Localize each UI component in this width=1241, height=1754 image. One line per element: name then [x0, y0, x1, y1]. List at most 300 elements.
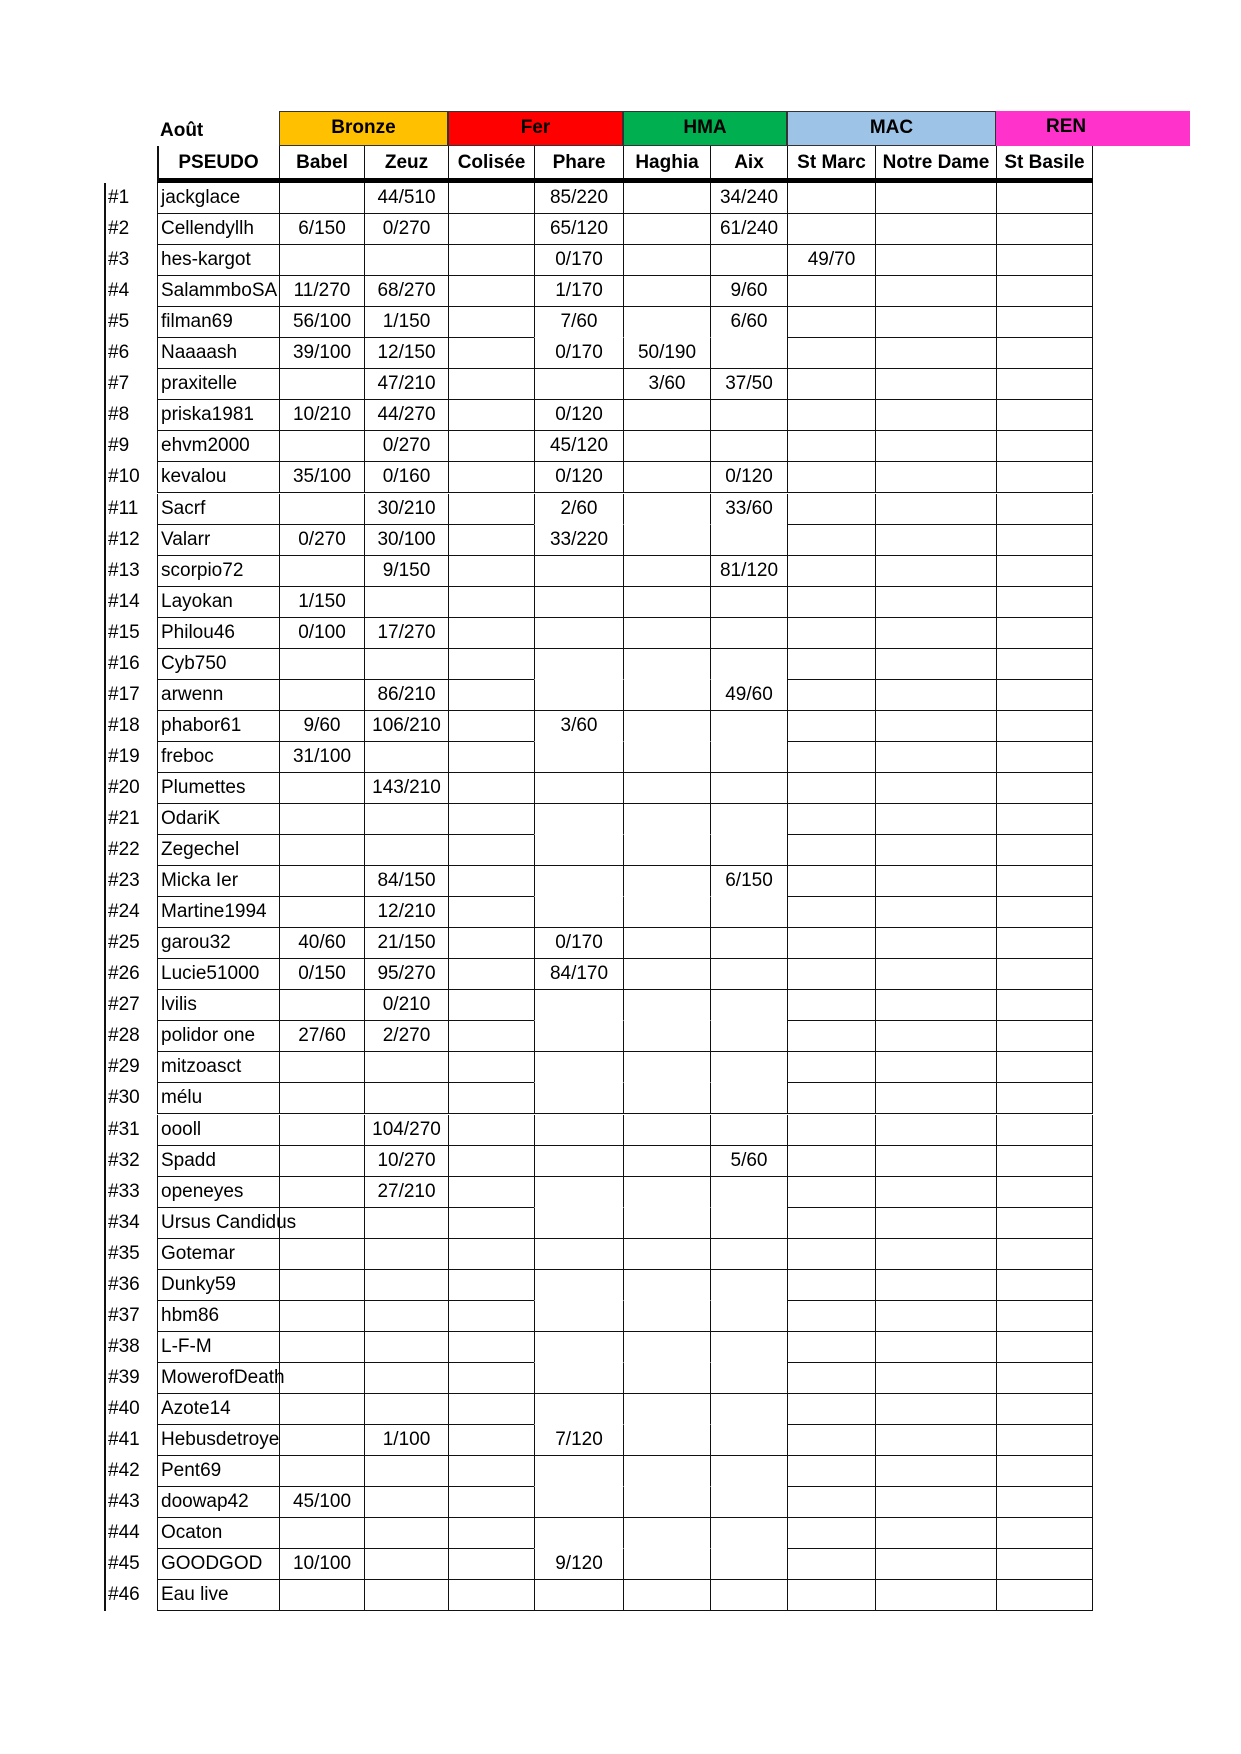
- score-cell-zeuz[interactable]: 1/100: [364, 1425, 448, 1456]
- score-cell-colis-e[interactable]: [448, 1580, 534, 1611]
- score-cell-phare[interactable]: [534, 1580, 623, 1611]
- score-cell-st-marc[interactable]: [787, 1270, 875, 1301]
- score-cell-zeuz[interactable]: [364, 835, 448, 866]
- score-cell-babel[interactable]: 40/60: [279, 928, 364, 959]
- score-cell-phare[interactable]: [534, 773, 623, 804]
- score-cell-colis-e[interactable]: [448, 990, 534, 1021]
- score-cell-haghia[interactable]: [623, 649, 710, 680]
- score-cell-st-marc[interactable]: [787, 1549, 875, 1580]
- score-cell-notre-dame[interactable]: [875, 804, 996, 835]
- score-cell-colis-e[interactable]: [448, 618, 534, 649]
- score-cell-zeuz[interactable]: 30/100: [364, 525, 448, 556]
- score-cell-st-basile[interactable]: [996, 525, 1093, 556]
- score-cell-phare[interactable]: [534, 1052, 623, 1083]
- score-cell-aix[interactable]: [710, 1549, 787, 1580]
- score-cell-babel[interactable]: [279, 1239, 364, 1270]
- score-cell-aix[interactable]: [710, 400, 787, 431]
- score-cell-notre-dame[interactable]: [875, 711, 996, 742]
- score-cell-st-basile[interactable]: [996, 680, 1093, 711]
- score-cell-aix[interactable]: [710, 1021, 787, 1052]
- score-cell-notre-dame[interactable]: [875, 587, 996, 618]
- score-cell-aix[interactable]: 81/120: [710, 556, 787, 587]
- pseudo-cell[interactable]: scorpio72: [157, 556, 279, 587]
- score-cell-haghia[interactable]: [623, 804, 710, 835]
- score-cell-babel[interactable]: [279, 835, 364, 866]
- score-cell-notre-dame[interactable]: [875, 307, 996, 338]
- score-cell-colis-e[interactable]: [448, 369, 534, 400]
- score-cell-haghia[interactable]: [623, 711, 710, 742]
- score-cell-st-basile[interactable]: [996, 711, 1093, 742]
- score-cell-st-marc[interactable]: [787, 1301, 875, 1332]
- score-cell-phare[interactable]: [534, 1208, 623, 1239]
- score-cell-haghia[interactable]: [623, 1239, 710, 1270]
- score-cell-notre-dame[interactable]: [875, 990, 996, 1021]
- score-cell-st-basile[interactable]: [996, 1239, 1093, 1270]
- pseudo-cell[interactable]: Martine1994: [157, 897, 279, 928]
- score-cell-st-marc[interactable]: [787, 494, 875, 525]
- score-cell-phare[interactable]: 3/60: [534, 711, 623, 742]
- pseudo-cell[interactable]: filman69: [157, 307, 279, 338]
- score-cell-haghia[interactable]: [623, 1208, 710, 1239]
- score-cell-zeuz[interactable]: 17/270: [364, 618, 448, 649]
- score-cell-colis-e[interactable]: [448, 649, 534, 680]
- score-cell-st-marc[interactable]: [787, 307, 875, 338]
- score-cell-colis-e[interactable]: [448, 462, 534, 493]
- score-cell-haghia[interactable]: [623, 742, 710, 773]
- pseudo-cell[interactable]: Layokan: [157, 587, 279, 618]
- score-cell-aix[interactable]: 0/120: [710, 462, 787, 493]
- score-cell-st-marc[interactable]: [787, 1425, 875, 1456]
- pseudo-cell[interactable]: praxitelle: [157, 369, 279, 400]
- score-cell-aix[interactable]: 5/60: [710, 1146, 787, 1177]
- score-cell-notre-dame[interactable]: [875, 618, 996, 649]
- score-cell-zeuz[interactable]: 27/210: [364, 1177, 448, 1208]
- score-cell-st-basile[interactable]: [996, 1487, 1093, 1518]
- pseudo-cell[interactable]: arwenn: [157, 680, 279, 711]
- score-cell-aix[interactable]: 61/240: [710, 214, 787, 245]
- score-cell-zeuz[interactable]: [364, 1239, 448, 1270]
- score-cell-phare[interactable]: 7/120: [534, 1425, 623, 1456]
- score-cell-colis-e[interactable]: [448, 1208, 534, 1239]
- pseudo-cell[interactable]: Eau live: [157, 1580, 279, 1611]
- score-cell-st-basile[interactable]: [996, 1394, 1093, 1425]
- score-cell-st-basile[interactable]: [996, 1301, 1093, 1332]
- score-cell-zeuz[interactable]: 0/270: [364, 214, 448, 245]
- score-cell-babel[interactable]: 27/60: [279, 1021, 364, 1052]
- score-cell-babel[interactable]: 0/150: [279, 959, 364, 990]
- score-cell-phare[interactable]: 45/120: [534, 431, 623, 462]
- score-cell-notre-dame[interactable]: [875, 400, 996, 431]
- score-cell-colis-e[interactable]: [448, 928, 534, 959]
- score-cell-babel[interactable]: [279, 1394, 364, 1425]
- score-cell-st-basile[interactable]: [996, 649, 1093, 680]
- score-cell-haghia[interactable]: [623, 400, 710, 431]
- score-cell-zeuz[interactable]: 95/270: [364, 959, 448, 990]
- score-cell-colis-e[interactable]: [448, 1549, 534, 1580]
- pseudo-cell[interactable]: L-F-M: [157, 1332, 279, 1363]
- score-cell-phare[interactable]: [534, 1456, 623, 1487]
- score-cell-st-marc[interactable]: [787, 773, 875, 804]
- score-cell-haghia[interactable]: [623, 1301, 710, 1332]
- pseudo-cell[interactable]: kevalou: [157, 462, 279, 493]
- score-cell-phare[interactable]: [534, 1239, 623, 1270]
- score-cell-haghia[interactable]: [623, 680, 710, 711]
- score-cell-babel[interactable]: [279, 1146, 364, 1177]
- score-cell-haghia[interactable]: 50/190: [623, 338, 710, 369]
- score-cell-babel[interactable]: [279, 804, 364, 835]
- score-cell-st-basile[interactable]: [996, 587, 1093, 618]
- score-cell-aix[interactable]: [710, 1083, 787, 1114]
- score-cell-haghia[interactable]: [623, 1146, 710, 1177]
- score-cell-notre-dame[interactable]: [875, 183, 996, 214]
- score-cell-phare[interactable]: [534, 1518, 623, 1549]
- score-cell-st-marc[interactable]: [787, 1083, 875, 1114]
- score-cell-notre-dame[interactable]: [875, 431, 996, 462]
- score-cell-haghia[interactable]: [623, 276, 710, 307]
- score-cell-colis-e[interactable]: [448, 1115, 534, 1146]
- score-cell-haghia[interactable]: [623, 1425, 710, 1456]
- score-cell-haghia[interactable]: [623, 245, 710, 276]
- score-cell-notre-dame[interactable]: [875, 1394, 996, 1425]
- score-cell-zeuz[interactable]: 0/270: [364, 431, 448, 462]
- pseudo-cell[interactable]: Cyb750: [157, 649, 279, 680]
- score-cell-zeuz[interactable]: 2/270: [364, 1021, 448, 1052]
- pseudo-cell[interactable]: jackglace: [157, 183, 279, 214]
- score-cell-colis-e[interactable]: [448, 1518, 534, 1549]
- score-cell-babel[interactable]: 10/210: [279, 400, 364, 431]
- pseudo-cell[interactable]: ehvm2000: [157, 431, 279, 462]
- score-cell-babel[interactable]: [279, 1115, 364, 1146]
- score-cell-phare[interactable]: [534, 804, 623, 835]
- score-cell-st-basile[interactable]: [996, 1518, 1093, 1549]
- pseudo-cell[interactable]: mélu: [157, 1083, 279, 1114]
- score-cell-phare[interactable]: [534, 1021, 623, 1052]
- score-cell-st-basile[interactable]: [996, 462, 1093, 493]
- score-cell-zeuz[interactable]: [364, 1394, 448, 1425]
- score-cell-st-basile[interactable]: [996, 959, 1093, 990]
- score-cell-zeuz[interactable]: 68/270: [364, 276, 448, 307]
- score-cell-st-basile[interactable]: [996, 338, 1093, 369]
- score-cell-st-marc[interactable]: [787, 1332, 875, 1363]
- score-cell-zeuz[interactable]: 9/150: [364, 556, 448, 587]
- score-cell-notre-dame[interactable]: [875, 1363, 996, 1394]
- score-cell-colis-e[interactable]: [448, 307, 534, 338]
- score-cell-zeuz[interactable]: [364, 1208, 448, 1239]
- score-cell-st-marc[interactable]: [787, 1115, 875, 1146]
- score-cell-st-marc[interactable]: [787, 742, 875, 773]
- score-cell-haghia[interactable]: 3/60: [623, 369, 710, 400]
- score-cell-st-marc[interactable]: [787, 1177, 875, 1208]
- score-cell-notre-dame[interactable]: [875, 369, 996, 400]
- score-cell-phare[interactable]: [534, 1146, 623, 1177]
- score-cell-zeuz[interactable]: [364, 1549, 448, 1580]
- score-cell-phare[interactable]: 33/220: [534, 525, 623, 556]
- score-cell-zeuz[interactable]: [364, 1580, 448, 1611]
- score-cell-aix[interactable]: 49/60: [710, 680, 787, 711]
- score-cell-babel[interactable]: [279, 245, 364, 276]
- score-cell-babel[interactable]: [279, 1363, 364, 1394]
- score-cell-zeuz[interactable]: 86/210: [364, 680, 448, 711]
- score-cell-notre-dame[interactable]: [875, 1021, 996, 1052]
- pseudo-cell[interactable]: priska1981: [157, 400, 279, 431]
- score-cell-zeuz[interactable]: 44/510: [364, 183, 448, 214]
- score-cell-st-basile[interactable]: [996, 897, 1093, 928]
- score-cell-zeuz[interactable]: [364, 1518, 448, 1549]
- pseudo-cell[interactable]: OdariK: [157, 804, 279, 835]
- score-cell-phare[interactable]: [534, 990, 623, 1021]
- score-cell-st-marc[interactable]: [787, 1021, 875, 1052]
- score-cell-colis-e[interactable]: [448, 1021, 534, 1052]
- score-cell-phare[interactable]: [534, 1394, 623, 1425]
- score-cell-colis-e[interactable]: [448, 183, 534, 214]
- score-cell-phare[interactable]: 9/120: [534, 1549, 623, 1580]
- score-cell-st-basile[interactable]: [996, 431, 1093, 462]
- score-cell-haghia[interactable]: [623, 618, 710, 649]
- score-cell-babel[interactable]: [279, 1083, 364, 1114]
- score-cell-haghia[interactable]: [623, 214, 710, 245]
- score-cell-st-basile[interactable]: [996, 1208, 1093, 1239]
- pseudo-cell[interactable]: Gotemar: [157, 1239, 279, 1270]
- score-cell-notre-dame[interactable]: [875, 245, 996, 276]
- score-cell-st-basile[interactable]: [996, 494, 1093, 525]
- score-cell-st-marc[interactable]: [787, 928, 875, 959]
- score-cell-notre-dame[interactable]: [875, 1580, 996, 1611]
- score-cell-st-basile[interactable]: [996, 1052, 1093, 1083]
- score-cell-haghia[interactable]: [623, 835, 710, 866]
- score-cell-phare[interactable]: [534, 369, 623, 400]
- score-cell-haghia[interactable]: [623, 928, 710, 959]
- score-cell-aix[interactable]: [710, 431, 787, 462]
- score-cell-st-basile[interactable]: [996, 1332, 1093, 1363]
- score-cell-babel[interactable]: 31/100: [279, 742, 364, 773]
- score-cell-aix[interactable]: [710, 1239, 787, 1270]
- score-cell-notre-dame[interactable]: [875, 1115, 996, 1146]
- score-cell-st-basile[interactable]: [996, 618, 1093, 649]
- score-cell-phare[interactable]: 0/170: [534, 928, 623, 959]
- score-cell-st-basile[interactable]: [996, 773, 1093, 804]
- score-cell-aix[interactable]: 6/150: [710, 866, 787, 897]
- score-cell-babel[interactable]: [279, 431, 364, 462]
- score-cell-colis-e[interactable]: [448, 866, 534, 897]
- score-cell-st-marc[interactable]: [787, 1518, 875, 1549]
- score-cell-st-basile[interactable]: [996, 307, 1093, 338]
- score-cell-haghia[interactable]: [623, 1270, 710, 1301]
- score-cell-babel[interactable]: [279, 556, 364, 587]
- score-cell-babel[interactable]: [279, 1332, 364, 1363]
- score-cell-zeuz[interactable]: [364, 1487, 448, 1518]
- score-cell-aix[interactable]: [710, 1456, 787, 1487]
- score-cell-phare[interactable]: 2/60: [534, 494, 623, 525]
- score-cell-st-marc[interactable]: [787, 1456, 875, 1487]
- score-cell-phare[interactable]: [534, 1270, 623, 1301]
- score-cell-notre-dame[interactable]: [875, 276, 996, 307]
- pseudo-cell[interactable]: doowap42: [157, 1487, 279, 1518]
- score-cell-haghia[interactable]: [623, 1115, 710, 1146]
- score-cell-st-basile[interactable]: [996, 804, 1093, 835]
- score-cell-zeuz[interactable]: [364, 1270, 448, 1301]
- pseudo-cell[interactable]: polidor one: [157, 1021, 279, 1052]
- score-cell-colis-e[interactable]: [448, 804, 534, 835]
- score-cell-aix[interactable]: 6/60: [710, 307, 787, 338]
- score-cell-aix[interactable]: [710, 959, 787, 990]
- score-cell-colis-e[interactable]: [448, 1239, 534, 1270]
- score-cell-zeuz[interactable]: [364, 1363, 448, 1394]
- score-cell-phare[interactable]: [534, 866, 623, 897]
- score-cell-colis-e[interactable]: [448, 494, 534, 525]
- score-cell-aix[interactable]: [710, 338, 787, 369]
- score-cell-st-basile[interactable]: [996, 369, 1093, 400]
- score-cell-aix[interactable]: [710, 618, 787, 649]
- pseudo-cell[interactable]: Cellendyllh: [157, 214, 279, 245]
- score-cell-haghia[interactable]: [623, 525, 710, 556]
- score-cell-haghia[interactable]: [623, 897, 710, 928]
- score-cell-notre-dame[interactable]: [875, 1487, 996, 1518]
- score-cell-st-basile[interactable]: [996, 835, 1093, 866]
- score-cell-zeuz[interactable]: 1/150: [364, 307, 448, 338]
- pseudo-cell[interactable]: openeyes: [157, 1177, 279, 1208]
- score-cell-zeuz[interactable]: [364, 804, 448, 835]
- score-cell-babel[interactable]: [279, 369, 364, 400]
- score-cell-zeuz[interactable]: 10/270: [364, 1146, 448, 1177]
- pseudo-cell[interactable]: Hebusdetroye: [157, 1425, 279, 1456]
- score-cell-phare[interactable]: [534, 742, 623, 773]
- score-cell-st-basile[interactable]: [996, 245, 1093, 276]
- score-cell-aix[interactable]: [710, 1052, 787, 1083]
- score-cell-zeuz[interactable]: 84/150: [364, 866, 448, 897]
- score-cell-phare[interactable]: 0/170: [534, 245, 623, 276]
- score-cell-st-marc[interactable]: [787, 183, 875, 214]
- score-cell-phare[interactable]: [534, 1115, 623, 1146]
- score-cell-st-basile[interactable]: [996, 1177, 1093, 1208]
- score-cell-haghia[interactable]: [623, 1580, 710, 1611]
- score-cell-colis-e[interactable]: [448, 1425, 534, 1456]
- score-cell-st-basile[interactable]: [996, 1456, 1093, 1487]
- score-cell-zeuz[interactable]: 106/210: [364, 711, 448, 742]
- pseudo-cell[interactable]: freboc: [157, 742, 279, 773]
- score-cell-babel[interactable]: 6/150: [279, 214, 364, 245]
- score-cell-colis-e[interactable]: [448, 587, 534, 618]
- score-cell-colis-e[interactable]: [448, 1083, 534, 1114]
- score-cell-st-basile[interactable]: [996, 1425, 1093, 1456]
- pseudo-cell[interactable]: Lucie51000: [157, 959, 279, 990]
- score-cell-st-marc[interactable]: [787, 1363, 875, 1394]
- score-cell-aix[interactable]: [710, 245, 787, 276]
- score-cell-colis-e[interactable]: [448, 245, 534, 276]
- score-cell-notre-dame[interactable]: [875, 525, 996, 556]
- score-cell-babel[interactable]: [279, 1270, 364, 1301]
- score-cell-zeuz[interactable]: 30/210: [364, 494, 448, 525]
- score-cell-notre-dame[interactable]: [875, 556, 996, 587]
- score-cell-colis-e[interactable]: [448, 556, 534, 587]
- score-cell-notre-dame[interactable]: [875, 1146, 996, 1177]
- score-cell-st-basile[interactable]: [996, 1021, 1093, 1052]
- score-cell-st-marc[interactable]: [787, 618, 875, 649]
- score-cell-babel[interactable]: [279, 649, 364, 680]
- score-cell-babel[interactable]: [279, 1456, 364, 1487]
- score-cell-st-marc[interactable]: [787, 338, 875, 369]
- score-cell-babel[interactable]: [279, 866, 364, 897]
- score-cell-colis-e[interactable]: [448, 1270, 534, 1301]
- score-cell-st-marc[interactable]: [787, 804, 875, 835]
- score-cell-zeuz[interactable]: 0/160: [364, 462, 448, 493]
- score-cell-st-marc[interactable]: [787, 214, 875, 245]
- score-cell-zeuz[interactable]: 12/150: [364, 338, 448, 369]
- score-cell-babel[interactable]: [279, 680, 364, 711]
- score-cell-aix[interactable]: [710, 525, 787, 556]
- score-cell-st-marc[interactable]: [787, 525, 875, 556]
- score-cell-phare[interactable]: 85/220: [534, 183, 623, 214]
- score-cell-notre-dame[interactable]: [875, 773, 996, 804]
- score-cell-aix[interactable]: [710, 990, 787, 1021]
- score-cell-aix[interactable]: 33/60: [710, 494, 787, 525]
- score-cell-colis-e[interactable]: [448, 525, 534, 556]
- score-cell-st-marc[interactable]: [787, 866, 875, 897]
- pseudo-cell[interactable]: Pent69: [157, 1456, 279, 1487]
- score-cell-colis-e[interactable]: [448, 1394, 534, 1425]
- score-cell-babel[interactable]: [279, 1177, 364, 1208]
- score-cell-st-basile[interactable]: [996, 1549, 1093, 1580]
- score-cell-st-marc[interactable]: [787, 556, 875, 587]
- score-cell-colis-e[interactable]: [448, 1332, 534, 1363]
- score-cell-babel[interactable]: 45/100: [279, 1487, 364, 1518]
- score-cell-notre-dame[interactable]: [875, 462, 996, 493]
- score-cell-colis-e[interactable]: [448, 1456, 534, 1487]
- pseudo-cell[interactable]: Dunky59: [157, 1270, 279, 1301]
- pseudo-cell[interactable]: hes-kargot: [157, 245, 279, 276]
- score-cell-phare[interactable]: 1/170: [534, 276, 623, 307]
- score-cell-st-marc[interactable]: [787, 1239, 875, 1270]
- score-cell-notre-dame[interactable]: [875, 1518, 996, 1549]
- score-cell-colis-e[interactable]: [448, 1146, 534, 1177]
- score-cell-notre-dame[interactable]: [875, 959, 996, 990]
- score-cell-st-marc[interactable]: [787, 835, 875, 866]
- score-cell-phare[interactable]: [534, 1301, 623, 1332]
- score-cell-phare[interactable]: 0/170: [534, 338, 623, 369]
- score-cell-zeuz[interactable]: 12/210: [364, 897, 448, 928]
- score-cell-st-marc[interactable]: [787, 1487, 875, 1518]
- score-cell-haghia[interactable]: [623, 587, 710, 618]
- pseudo-cell[interactable]: Azote14: [157, 1394, 279, 1425]
- score-cell-colis-e[interactable]: [448, 1052, 534, 1083]
- score-cell-colis-e[interactable]: [448, 897, 534, 928]
- score-cell-phare[interactable]: [534, 680, 623, 711]
- score-cell-aix[interactable]: [710, 587, 787, 618]
- score-cell-aix[interactable]: [710, 804, 787, 835]
- score-cell-aix[interactable]: [710, 1301, 787, 1332]
- score-cell-babel[interactable]: [279, 1425, 364, 1456]
- score-cell-colis-e[interactable]: [448, 276, 534, 307]
- score-cell-phare[interactable]: [534, 587, 623, 618]
- score-cell-haghia[interactable]: [623, 866, 710, 897]
- score-cell-notre-dame[interactable]: [875, 214, 996, 245]
- score-cell-haghia[interactable]: [623, 1363, 710, 1394]
- score-cell-phare[interactable]: [534, 1363, 623, 1394]
- score-cell-zeuz[interactable]: [364, 1332, 448, 1363]
- score-cell-st-basile[interactable]: [996, 214, 1093, 245]
- score-cell-haghia[interactable]: [623, 1332, 710, 1363]
- score-cell-aix[interactable]: [710, 835, 787, 866]
- score-cell-st-marc[interactable]: [787, 1394, 875, 1425]
- score-cell-haghia[interactable]: [623, 183, 710, 214]
- score-cell-zeuz[interactable]: 0/210: [364, 990, 448, 1021]
- score-cell-phare[interactable]: 0/120: [534, 400, 623, 431]
- score-cell-haghia[interactable]: [623, 1177, 710, 1208]
- score-cell-zeuz[interactable]: 47/210: [364, 369, 448, 400]
- score-cell-phare[interactable]: [534, 835, 623, 866]
- pseudo-cell[interactable]: oooll: [157, 1115, 279, 1146]
- score-cell-babel[interactable]: [279, 183, 364, 214]
- score-cell-haghia[interactable]: [623, 462, 710, 493]
